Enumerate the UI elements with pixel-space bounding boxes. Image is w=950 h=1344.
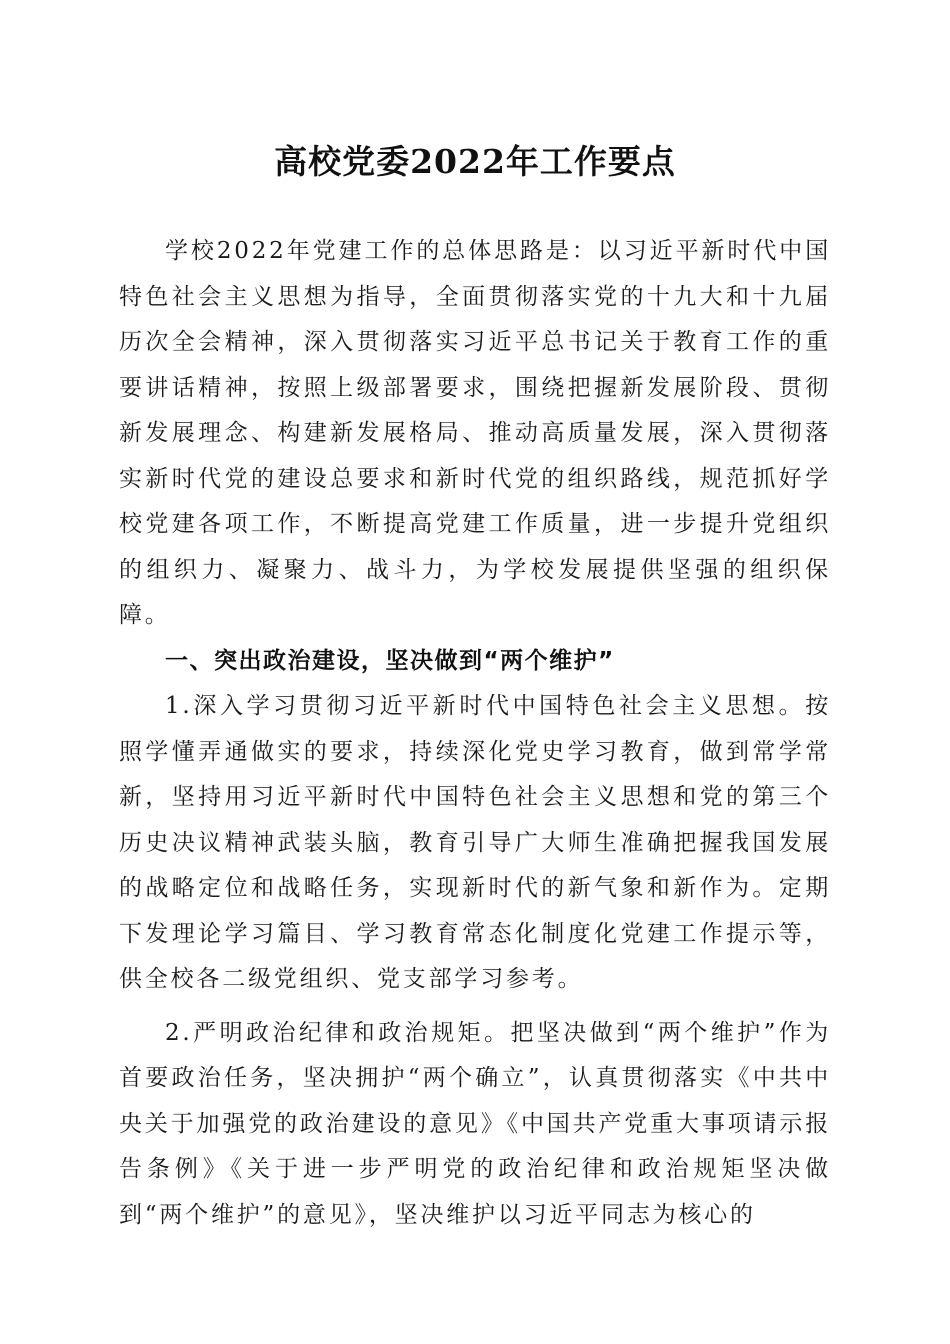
section-heading-1: 一、突出政治建设，坚决做到“两个维护” [165,647,615,674]
item-paragraph-2: 2.严明政治纪律和政治规矩。把坚决做到“两个维护”作为首要政治任务，坚决拥护“两个确立”，认真贯彻落实《中共中央关于加强党的政治建设的意见》《中国共产党重大事项请示报告条例》《关于进一步严明党的政治纪律和政治规矩坚决做到“两个维护”的意见》，坚决维护以习近平同志为核心的 [119,1019,831,1228]
document-title: 高校党委2022年工作要点 [274,142,676,181]
item-paragraph-1: 1.深入学习贯彻习近平新时代中国特色社会主义思想。按照学懂弄通做实的要求，持续深化党史学习教育，做到常学常新，坚持用习近平新时代中国特色社会主义思想和党的第三个历史决议精神武装头脑，教育引导广大师生准确把握我国发展的战略定位和战略任务，实现新时代的新气象和新作为。定期下发理论学习篇目、学习教育常态化制度化党建工作提示等，供全校各二级党组织、党支部学习参考。 [119,693,831,992]
document-body [119,229,831,1238]
intro-paragraph: 学校2022年党建工作的总体思路是：以习近平新时代中国特色社会主义思想为指导，全面贯彻落实党的十九大和十九届历次全会精神，深入贯彻落实习近平总书记关于教育工作的重要讲话精神，按照上级部署要求，围绕把握新发展阶段、贯彻新发展理念、构建新发展格局、推动高质量发展，深入贯彻落实新时代党的建设总要求和新时代党的组织路线，规范抓好学校党建各项工作，不断提高党建工作质量，进一步提升党组织的组织力、凝聚力、战斗力，为学校发展提供坚强的组织保障。 [119,238,831,628]
